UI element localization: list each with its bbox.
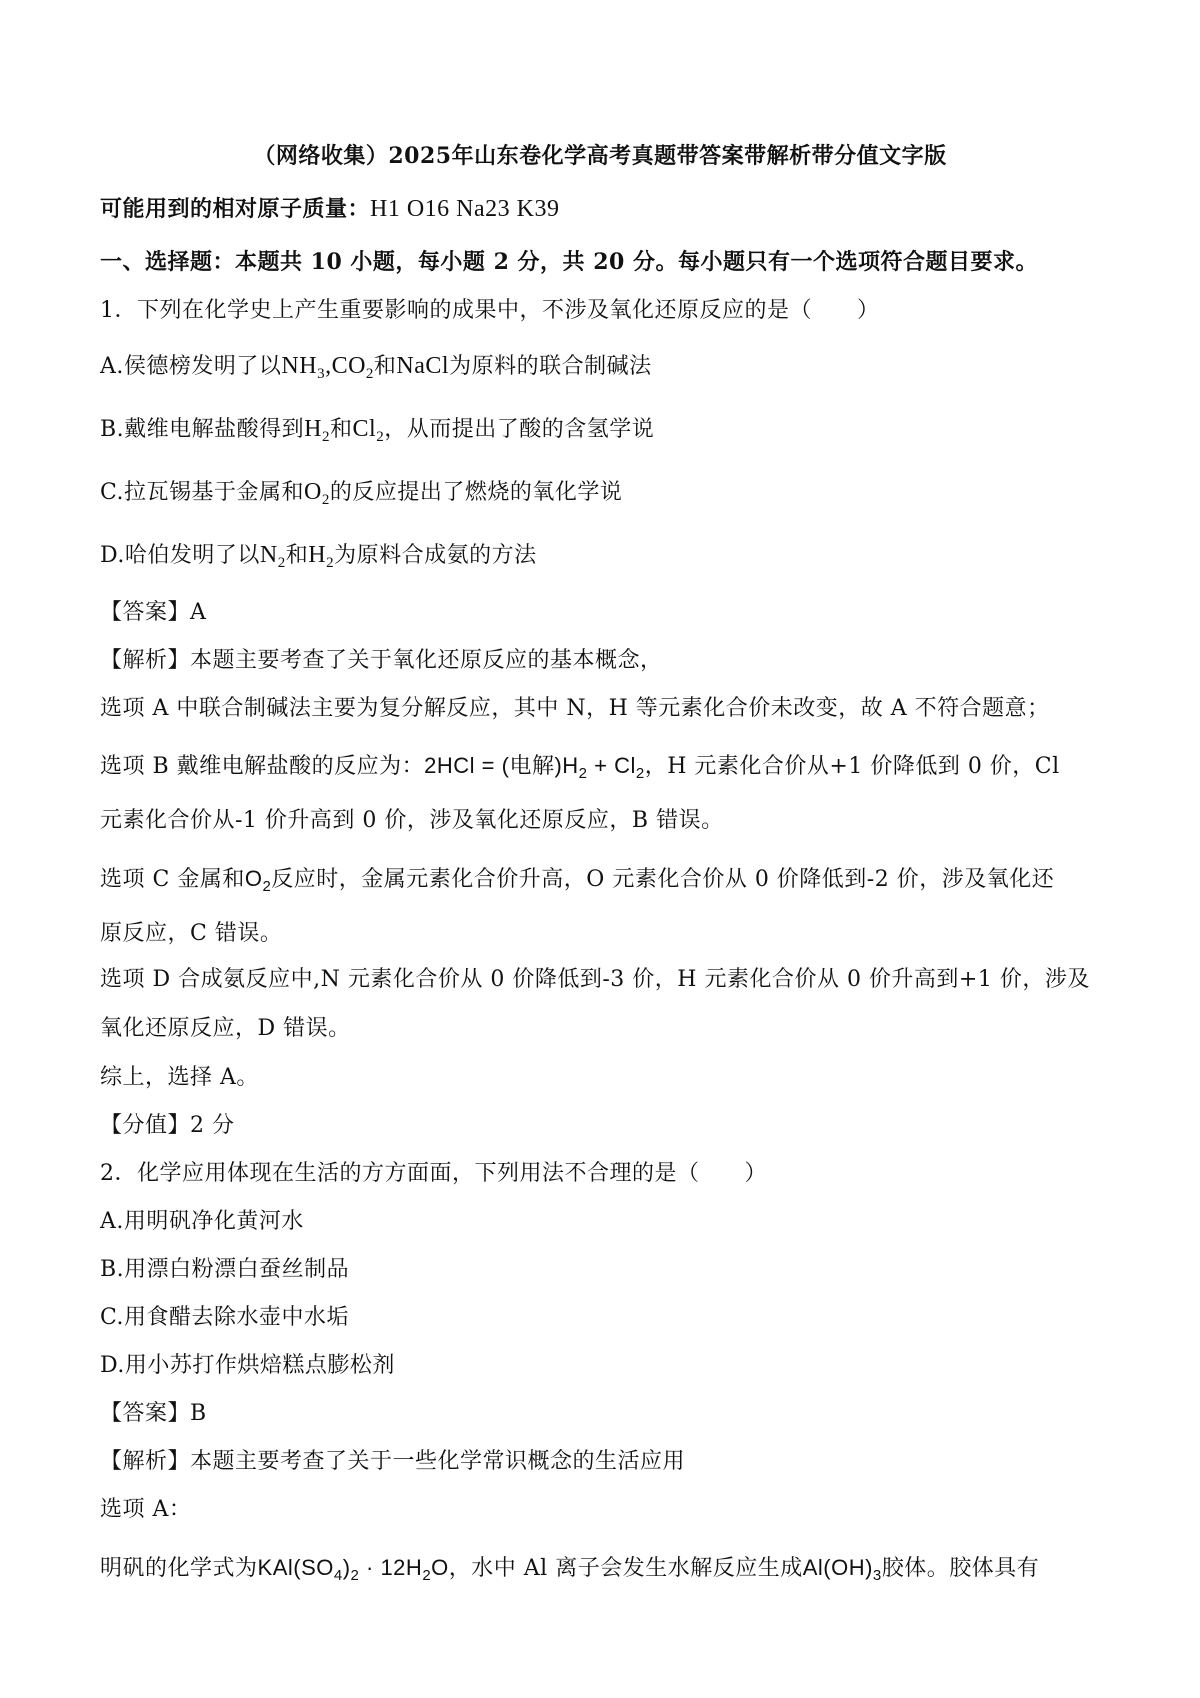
question-1-option-a: [100, 351, 652, 389]
explanation-b-text: 选项 B 戴维电解盐酸的反应为：: [100, 754, 425, 779]
question-2-explanation-a: [100, 1553, 1039, 1591]
option-d-text-end: 为原料合成氨的方法: [334, 543, 537, 568]
question-1-option-d: [100, 540, 537, 578]
equation: + Cl: [587, 753, 636, 778]
question-2-stem: 2．化学应用体现在生活的方方面面，下列用法不合理的是（ ）: [100, 1161, 767, 1186]
question-2-option-b: B.用漂白粉漂白蚕丝制品: [100, 1257, 350, 1282]
question-1-answer: 【答案】A: [100, 600, 207, 625]
question-2-option-a-label: 选项 A：: [100, 1497, 192, 1522]
option-b-text: B.戴维电解盐酸得到: [100, 417, 305, 442]
question-1-option-c: [100, 477, 622, 515]
question-2-analysis-intro: 【解析】本题主要考查了关于一些化学常识概念的生活应用: [100, 1449, 686, 1474]
question-1-explanation-c: [100, 864, 1054, 902]
subscript: 2: [321, 492, 330, 508]
formula: KAl(SO: [257, 1555, 334, 1580]
subscript: 2: [365, 366, 374, 382]
question-1-option-b: [100, 414, 654, 452]
question-1-explanation-a: 选项 A 中联合制碱法主要为复分解反应，其中 N，H 等元素化合价未改变，故 A 不符合题意；: [100, 696, 1050, 721]
question-1-explanation-d: 选项 D 合成氨反应中,N 元素化合价从 0 价降低到-3 价，H 元素化合价从 0 价升高到+1 价，涉及: [100, 967, 1090, 992]
formula: H: [308, 542, 327, 568]
atomic-mass-label: 可能用到的相对原子质量：: [100, 196, 371, 222]
option-d-text: D.哈伯发明了以: [100, 543, 260, 568]
subscript: 2: [350, 1567, 360, 1584]
formula: N: [259, 542, 278, 568]
explanation-c-text-end: 反应时，金属元素化合价升高，O 元素化合价从 0 价降低到-2 价，涉及氧化还: [271, 867, 1055, 892]
formula: ,CO: [325, 353, 366, 379]
formula: H: [304, 416, 323, 442]
atomic-mass-values: H1 O16 Na23 K39: [370, 196, 560, 222]
subscript: 2: [376, 429, 385, 445]
option-a-text-end: 为原料的联合制碱法: [449, 354, 652, 379]
formula: O: [244, 866, 263, 891]
question-1-explanation-d-cont: 氧化还原反应，D 错误。: [100, 1016, 351, 1041]
question-1-explanation-c-cont: 原反应，C 错误。: [100, 921, 283, 946]
explanation-b-text-end: ，H 元素化合价从+1 价降低到 0 价，Cl: [644, 754, 1060, 779]
option-b-text-end: ，从而提出了酸的含氢学说: [384, 417, 655, 442]
subscript: 2: [322, 429, 331, 445]
formula: · 12H: [359, 1555, 423, 1580]
question-2-option-a: A.用明矾净化黄河水: [100, 1209, 304, 1234]
question-2-option-c: C.用食醋去除水壶中水垢: [100, 1305, 350, 1330]
option-c-text-end: 的反应提出了燃烧的氧化学说: [329, 480, 623, 505]
formula: NH: [281, 353, 318, 379]
connector-text: 和: [330, 417, 353, 442]
formula: ): [342, 1555, 351, 1580]
subscript: 2: [635, 765, 645, 782]
question-1-summary: 综上，选择 A。: [100, 1065, 259, 1090]
explanation-c-text: 选项 C 金属和: [100, 867, 245, 892]
subscript: 2: [277, 555, 286, 571]
subscript: 3: [317, 366, 326, 382]
atomic-mass-line: [100, 194, 560, 224]
question-1-stem: 1．下列在化学史上产生重要影响的成果中，不涉及氧化还原反应的是（ ）: [100, 298, 880, 323]
formula: NaCl: [396, 353, 450, 379]
subscript: 2: [578, 765, 588, 782]
connector-text: 和: [373, 354, 397, 379]
equation: 2HCl = (电解)H: [424, 753, 579, 778]
subscript: 2: [262, 878, 272, 895]
connector-text: 和: [285, 543, 309, 568]
question-2-option-d: D.用小苏打作烘焙糕点膨松剂: [100, 1353, 395, 1378]
section-one-header: 一、选择题：本题共 10 小题，每小题 2 分，共 20 分。每小题只有一个选项符合题目要求。: [100, 249, 1038, 275]
explanation-a-text-end: 胶体。胶体具有: [881, 1556, 1040, 1581]
formula: O: [304, 479, 322, 505]
question-1-explanation-b: [100, 751, 1060, 789]
page-title: （网络收集）2025年山东卷化学高考真题带答案带解析带分值文字版: [253, 143, 947, 169]
question-1-explanation-b-cont: 元素化合价从-1 价升高到 0 价，涉及氧化还原反应，B 错误。: [100, 808, 724, 833]
option-c-text: C.拉瓦锡基于金属和: [100, 480, 305, 505]
subscript: 2: [422, 1567, 432, 1584]
explanation-a-text-mid: ，水中 Al 离子会发生水解反应生成: [448, 1556, 803, 1581]
option-a-text: A.侯德榜发明了以: [100, 354, 282, 379]
formula: Cl: [352, 416, 377, 442]
subscript: 2: [326, 555, 335, 571]
formula: Al(OH): [802, 1555, 873, 1580]
subscript: 4: [333, 1567, 343, 1584]
subscript: 3: [872, 1567, 882, 1584]
explanation-a-text: 明矾的化学式为: [100, 1556, 258, 1581]
question-1-score: 【分值】2 分: [100, 1113, 235, 1138]
question-2-answer: 【答案】B: [100, 1401, 207, 1426]
formula: O: [431, 1555, 449, 1580]
question-1-analysis-intro: 【解析】本题主要考查了关于氧化还原反应的基本概念，: [100, 648, 663, 673]
